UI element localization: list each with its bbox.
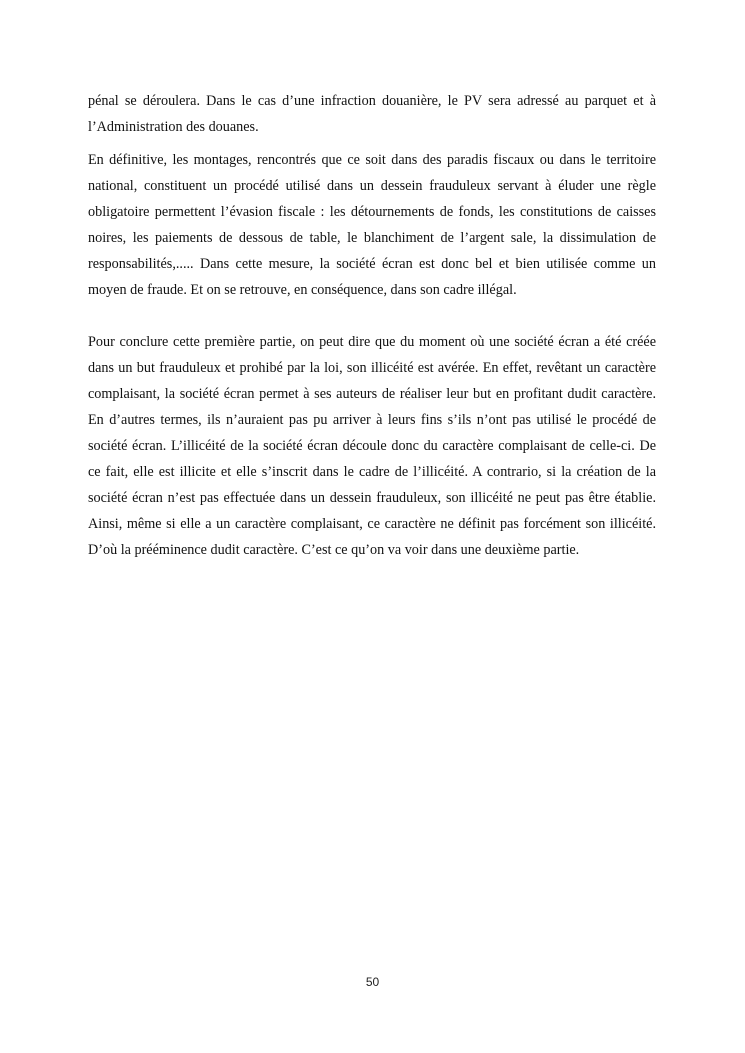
- paragraph-conclusion: Pour conclure cette première partie, on peut dire que du moment où une société écran a été créée dans un but frauduleux et prohibé par la loi, son illicéité est avérée. En effet, revêtant un caractère complaisant, la société écran permet à ses auteurs de réaliser leur but en profitant dudit caractère. En d’autres termes, ils n’auraient pas pu arriver à leurs fins s’ils n’ont pas utilisé le procédé de société écran. L’illicéité de la société écran découle donc du caractère complaisant de celle-ci. De ce fait, elle est illicite et elle s’inscrit dans le cadre de l’illicéité. A contrario, si la création de la société écran n’est pas effectuée dans un dessein frauduleux, son illicéité ne peut pas être établie. Ainsi, même si elle a un caractère complaisant, ce caractère ne définit pas forcément son illicéité. D’où la prééminence dudit caractère. C’est ce qu’on va voir dans une deuxième partie.: [88, 334, 656, 558]
- page-body: [88, 88, 656, 563]
- paragraph-en-definitive: En définitive, les montages, rencontrés que ce soit dans des paradis fiscaux ou dans le territoire national, constituent un procédé utilisé dans un dessein frauduleux servant à éluder une règle obligatoire permettent l’évasion fiscale : les détournements de fonds, les constitutions de caisses noires, les paiements de dessous de table, le blanchiment de l’argent sale, la dissimulation de responsabilités,..... Dans cette mesure, la société écran est donc bel et bien utilisée comme un moyen de fraude. Et on se retrouve, en conséquence, dans son cadre illégal.: [88, 152, 656, 298]
- paragraph-intro-continuation: pénal se déroulera. Dans le cas d’une infraction douanière, le PV sera adressé au parquet et à l’Administration des douanes.: [88, 93, 656, 135]
- page-number: 50: [365, 975, 380, 989]
